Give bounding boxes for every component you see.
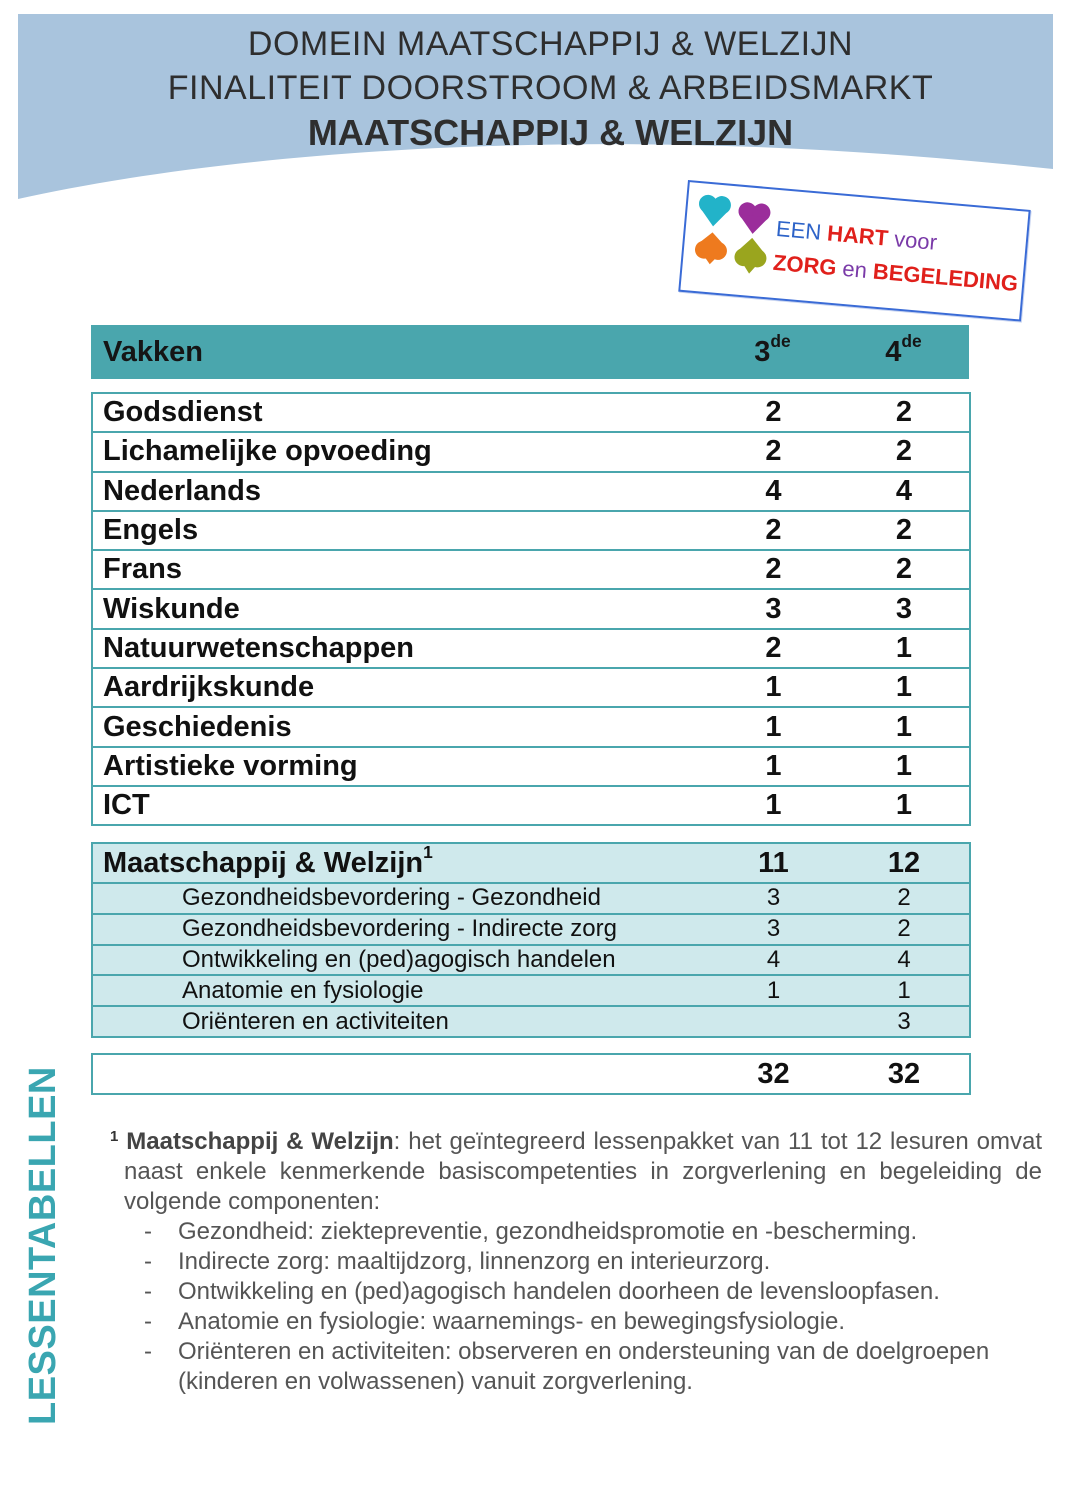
hours-year4: 1 [839,975,970,1006]
hours-year3: 4 [708,472,839,511]
logo-word: HART [826,220,890,251]
column-header-subject: Vakken [91,325,707,379]
hours-year3: 4 [708,945,839,976]
hours-year3: 2 [708,432,839,471]
hours-year4: 2 [839,883,970,914]
hours-year4: 2 [839,393,970,432]
subject-name: ICT [92,786,708,825]
hours-year4: 3 [839,1006,970,1037]
hours-year3: 1 [708,668,839,707]
logo-text [772,212,1023,301]
hours-year4: 1 [839,629,970,668]
specialisation-name [92,843,708,883]
subject-name: Artistieke vorming [92,747,708,786]
component-name: Oriënteren en activiteiten [92,1006,708,1037]
list-item [110,1217,1042,1247]
header-finality: FINALITEIT DOORSTROOM & ARBEIDSMARKT [167,69,934,107]
list-item-text: Gezondheid: ziektepreventie, gezondheidspromotie en -bescherming. [178,1218,918,1245]
footnote-intro [110,1127,1042,1217]
dash-bullet: - [144,1338,152,1365]
list-item [110,1307,1042,1337]
list-item [110,1247,1042,1277]
year4-number: 4 [885,335,902,368]
hours-year3: 2 [708,629,839,668]
component-name: Gezondheidsbevordering - Gezondheid [92,883,708,914]
side-label: LESSENTABELLEN [22,1066,64,1425]
hours-year3: 3 [708,589,839,628]
list-item [110,1337,1042,1397]
logo-word: voor [893,226,939,255]
hours-year4: 2 [839,432,970,471]
total-year3: 32 [708,1054,839,1094]
table-row [92,1006,970,1037]
table-row [92,629,970,668]
footnote-title: Maatschappij & Welzijn [126,1128,394,1155]
table-row [92,914,970,945]
general-subjects-table [91,392,971,826]
list-item-text: Oriënteren en activiteiten: observeren en ondersteuning van de doelgroepen (kinderen en volwassenen) vanuit zorgverlening. [178,1338,990,1395]
hours-year4: 12 [839,843,970,883]
subject-name: Lichamelijke opvoeding [92,432,708,471]
hours-year3: 3 [708,883,839,914]
table-row [92,511,970,550]
table-row [92,707,970,746]
list-item-text: Indirecte zorg: maaltijdzorg, linnenzorg en interieurzorg. [178,1248,771,1275]
subject-name: Frans [92,550,708,589]
table-row [92,432,970,471]
logo-word: ZORG [772,249,838,281]
table-row [92,589,970,628]
dash-bullet: - [144,1218,152,1245]
dash-bullet: - [144,1248,152,1275]
total-table [91,1053,971,1095]
hours-year3: 2 [708,550,839,589]
logo-word: BEGELEDING [871,258,1020,297]
hours-year3: 1 [708,707,839,746]
hours-year3: 11 [708,843,839,883]
year3-number: 3 [754,335,771,368]
table-row [92,786,970,825]
hours-year3 [708,1006,839,1037]
hours-year4: 3 [839,589,970,628]
hours-year3: 2 [708,393,839,432]
hours-year3: 2 [708,511,839,550]
hours-year3: 1 [708,747,839,786]
heart-figures-icon [685,187,779,294]
table-row [92,975,970,1006]
page-header [18,22,1071,156]
subject-name: Nederlands [92,472,708,511]
hours-year4: 1 [839,747,970,786]
hours-year4: 4 [839,472,970,511]
component-name: Ontwikkeling en (ped)agogisch handelen [92,945,708,976]
footnote-text: : het geïntegreerd lessenpakket van 11 tot 12 lesuren omvat naast enkele kenmerkende basiscompetenties in zorgverlening en begeleiding de volgende componenten: [124,1128,1043,1215]
hours-year3: 1 [708,786,839,825]
component-name: Anatomie en fysiologie [92,975,708,1006]
logo-word: en [841,255,869,283]
subject-name: Natuurwetenschappen [92,629,708,668]
footnote-ref: 1 [423,841,433,862]
dash-bullet: - [144,1308,152,1335]
header-domain: DOMEIN MAATSCHAPPIJ & WELZIJN [247,25,854,63]
subject-name: Godsdienst [92,393,708,432]
table-row [92,668,970,707]
table-row [92,550,970,589]
table-header [91,325,969,379]
subject-name: Geschiedenis [92,707,708,746]
component-name: Gezondheidsbevordering - Indirecte zorg [92,914,708,945]
list-item-text: Anatomie en fysiologie: waarnemings- en bewegingsfysiologie. [178,1308,846,1335]
specialisation-table [91,842,971,1038]
subject-name: Engels [92,511,708,550]
year3-suffix: de [770,330,791,351]
hours-year3: 3 [708,914,839,945]
column-header-year3 [707,325,838,379]
footnote [110,1127,1042,1397]
total-label-cell [92,1054,708,1094]
hours-year4: 1 [839,786,970,825]
list-item [110,1277,1042,1307]
hours-year4: 2 [839,914,970,945]
total-row [92,1054,970,1094]
table-row [92,747,970,786]
subject-name: Wiskunde [92,589,708,628]
page-title: MAATSCHAPPIJ & WELZIJN [307,112,794,153]
hours-year3: 1 [708,975,839,1006]
subject-name: Aardrijkskunde [92,668,708,707]
dash-bullet: - [144,1278,152,1305]
table-row [92,945,970,976]
hours-year4: 2 [839,511,970,550]
hours-year4: 1 [839,707,970,746]
logo-word: EEN [775,215,823,245]
table-row [92,883,970,914]
table-row [92,843,970,883]
table-row [92,393,970,432]
hours-year4: 2 [839,550,970,589]
specialisation-label: Maatschappij & Welzijn [103,846,424,879]
hours-year4: 4 [839,945,970,976]
footnote-list [110,1217,1042,1397]
total-year4: 32 [839,1054,970,1094]
column-header-year4 [838,325,969,379]
table-row [92,472,970,511]
year4-suffix: de [901,330,922,351]
footnote-marker: 1 [110,1128,119,1145]
list-item-text: Ontwikkeling en (ped)agogisch handelen doorheen de levensloopfasen. [178,1278,940,1305]
hours-year4: 1 [839,668,970,707]
